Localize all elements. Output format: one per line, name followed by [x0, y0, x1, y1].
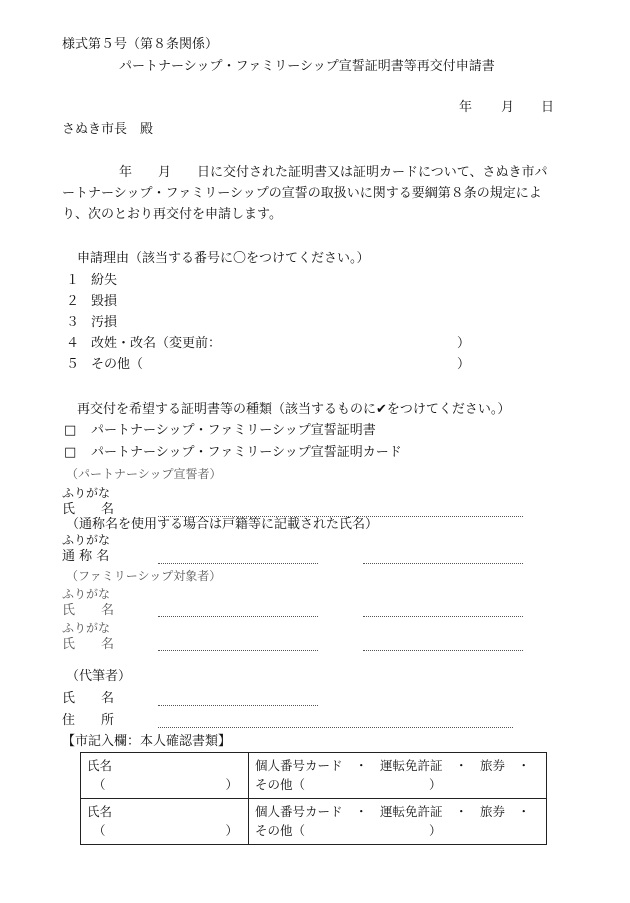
alias-surname-field[interactable] [158, 563, 318, 564]
documents-other-label: その他（ [255, 823, 306, 839]
form-number: 様式第５号（第８条関係） [62, 37, 219, 52]
family-name-field[interactable] [363, 616, 523, 617]
proxy-address-field[interactable] [158, 727, 513, 728]
furigana-label: ふりがな [62, 533, 111, 547]
date-year-label: 年 [459, 100, 473, 115]
paren-close: ） [225, 777, 238, 793]
office-heading: 【市記入欄：本人確認書類】 [62, 734, 232, 749]
furigana-label: ふりがな [62, 621, 111, 635]
name-label: 氏名 [87, 758, 113, 773]
paren-open: （ [93, 823, 106, 839]
body-line-3: り、次のとおり再交付を申請します。 [62, 207, 282, 222]
proxy-address-label: 住 所 [62, 713, 115, 728]
reason-label: 紛失 [91, 273, 118, 288]
table-row [81, 753, 547, 799]
paren-close: ） [225, 823, 238, 839]
reason-close-paren: ） [457, 336, 471, 351]
date-day-label: 日 [541, 100, 555, 115]
proxy-heading: （代筆者） [66, 669, 132, 684]
name-label: 氏 名 [62, 637, 115, 652]
checkbox-icon[interactable]: □ [64, 445, 77, 460]
furigana-label: ふりがな [62, 486, 111, 500]
name-label: 氏名 [87, 803, 113, 819]
family-heading: （ファミリーシップ対象者） [66, 569, 222, 583]
family-name-field[interactable] [363, 650, 523, 651]
addressee: さぬき市長 殿 [62, 122, 154, 137]
reason-num: ２ [66, 294, 80, 309]
name-cell [81, 753, 249, 799]
reason-label: その他（ [91, 357, 144, 372]
documents-options: 個人番号カード ・ 運転免許証 ・ 旅券 ・ [255, 803, 531, 819]
body-line-1: 年 月 日に交付された証明書又は証明カードについて、さぬき市パ [119, 165, 548, 180]
alias-note: （通称名を使用する場合は戸籍等に記載された氏名） [66, 517, 379, 532]
alias-given-name-field[interactable] [363, 563, 523, 564]
body-line-2: ートナーシップ・ファミリーシップの宣誓の取扱いに関する要綱第８条の規定によ [62, 186, 542, 201]
name-label: 氏 名 [62, 502, 115, 517]
family-name-field[interactable] [158, 616, 318, 617]
reason-num: ５ [66, 357, 80, 372]
table-row [81, 798, 547, 844]
declarant-heading: （パートナーシップ宣誓者） [66, 467, 222, 481]
form-title: パートナーシップ・ファミリーシップ宣誓証明書等再交付申請書 [119, 59, 495, 74]
reason-num: ３ [66, 315, 80, 330]
certificate-option-label: パートナーシップ・ファミリーシップ宣誓証明カード [91, 445, 402, 460]
certificates-heading: 再交付を希望する証明書等の種類（該当するものに✔をつけてください。） [77, 402, 511, 417]
date-month-label: 月 [501, 100, 515, 115]
family-name-field[interactable] [158, 650, 318, 651]
proxy-name-label: 氏 名 [62, 691, 115, 706]
id-verification-table [80, 752, 547, 845]
paren-open: （ [93, 777, 106, 793]
documents-other-close: ） [429, 777, 442, 793]
documents-cell [249, 798, 547, 844]
reason-close-paren: ） [457, 357, 471, 372]
documents-other-close: ） [429, 823, 442, 839]
proxy-name-field[interactable] [158, 705, 318, 706]
checkbox-icon[interactable]: □ [64, 423, 77, 438]
name-cell [81, 798, 249, 844]
furigana-label: ふりがな [62, 587, 111, 601]
name-label: 氏 名 [62, 603, 115, 618]
documents-other-label: その他（ [255, 777, 306, 793]
documents-options: 個人番号カード ・ 運転免許証 ・ 旅券 ・ [255, 758, 531, 773]
reason-num: ４ [66, 336, 80, 351]
reasons-heading: 申請理由（該当する番号に〇をつけてください。） [77, 251, 370, 266]
reason-label: 改姓・改名（変更前： [91, 336, 222, 351]
certificate-option-label: パートナーシップ・ファミリーシップ宣誓証明書 [91, 423, 376, 438]
alias-name-label: 通 称 名 [62, 549, 110, 564]
reason-num: １ [66, 273, 80, 288]
reason-label: 毀損 [91, 294, 118, 309]
reason-label: 汚損 [91, 315, 118, 330]
documents-cell [249, 753, 547, 799]
